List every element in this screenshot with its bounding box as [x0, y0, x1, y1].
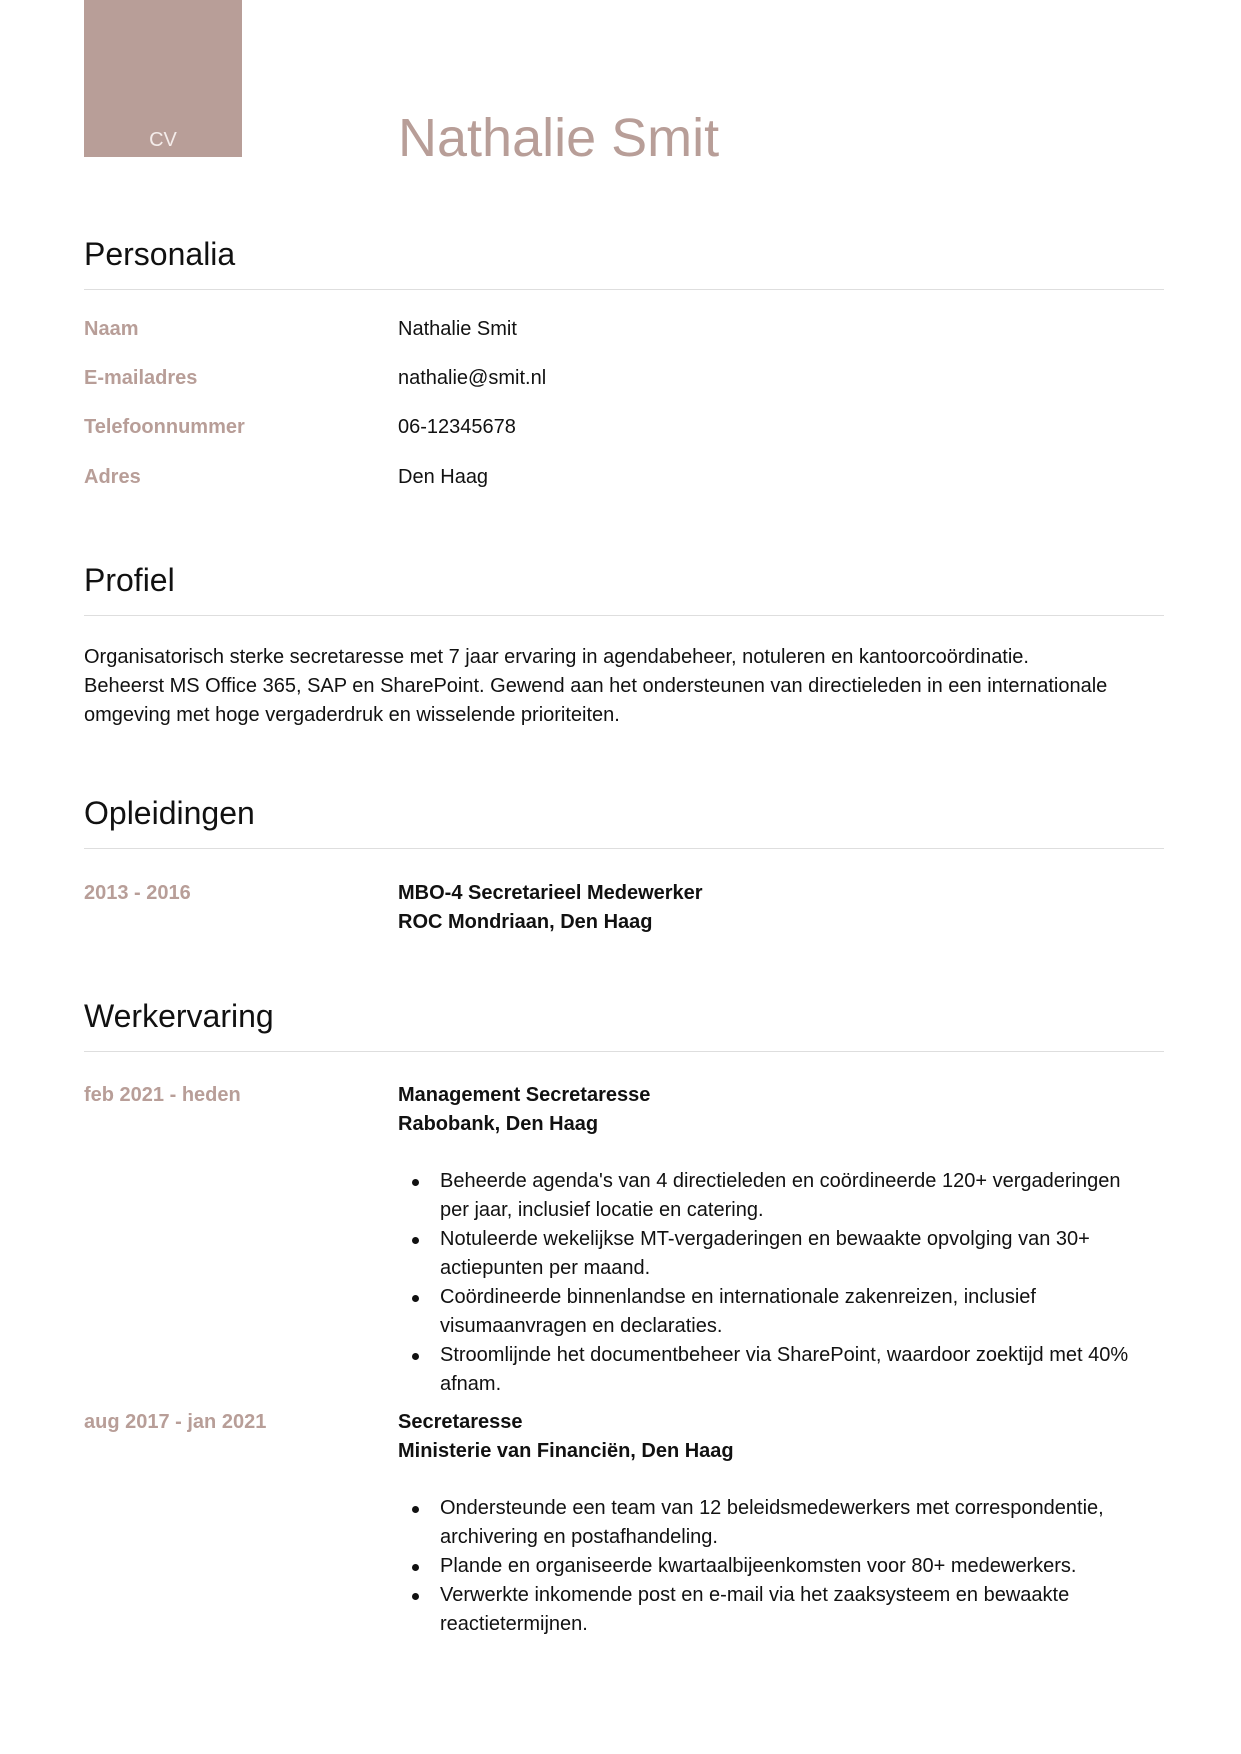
list-item — [440, 1341, 1164, 1399]
work-item — [84, 1081, 1164, 1399]
bullet-line: Coördineerde binnenlandse en internationale zakenreizen, inclusief — [440, 1286, 1036, 1308]
section-personalia — [84, 234, 1164, 492]
list-item — [440, 1283, 1164, 1341]
bullet-line: Ondersteunde een team van 12 beleidsmedewerkers met correspondentie, — [440, 1497, 1104, 1519]
section-title-profiel: Profiel — [84, 560, 1164, 616]
section-profiel — [84, 560, 1164, 730]
photo-label: CV — [149, 129, 177, 151]
label-email: E-mailadres — [84, 367, 198, 389]
work-role: Management Secretaresse — [398, 1084, 651, 1106]
bullet-line: archivering en postafhandeling. — [440, 1526, 718, 1548]
personalia-row-telefoon — [84, 413, 1164, 442]
education-period: 2013 - 2016 — [84, 882, 191, 904]
education-school: ROC Mondriaan, Den Haag — [398, 911, 653, 933]
work-period: feb 2021 - heden — [84, 1084, 241, 1106]
label-adres: Adres — [84, 466, 141, 488]
candidate-name: Nathalie Smit — [398, 108, 720, 168]
profile-photo-placeholder — [84, 0, 242, 157]
work-bullets — [398, 1167, 1164, 1399]
bullet-line: reactietermijnen. — [440, 1613, 588, 1635]
list-item — [440, 1167, 1164, 1225]
bullet-line: Verwerkte inkomende post en e-mail via het zaaksysteem en bewaakte — [440, 1584, 1070, 1606]
label-naam: Naam — [84, 318, 139, 340]
bullet-line: Notuleerde wekelijkse MT-vergaderingen en bewaakte opvolging van 30+ — [440, 1228, 1090, 1250]
bullet-line: actiepunten per maand. — [440, 1257, 651, 1279]
bullet-line: Stroomlijnde het documentbeheer via SharePoint, waardoor zoektijd met 40% — [440, 1344, 1129, 1366]
section-opleidingen — [84, 793, 1164, 937]
work-company: Ministerie van Financiën, Den Haag — [398, 1440, 734, 1462]
profile-line: Organisatorisch sterke secretaresse met 7 jaar ervaring in agendabeheer, notuleren en kantoorcoördinatie. — [84, 646, 1029, 668]
profile-line: omgeving met hoge vergaderdruk en wisselende prioriteiten. — [84, 704, 620, 726]
work-company: Rabobank, Den Haag — [398, 1113, 599, 1135]
education-item — [84, 879, 1164, 937]
list-item — [440, 1494, 1164, 1552]
profile-text — [84, 643, 1164, 730]
personalia-row-naam — [84, 315, 1164, 344]
work-bullets — [398, 1494, 1164, 1639]
personalia-row-adres — [84, 463, 1164, 492]
value-adres: Den Haag — [398, 466, 489, 488]
education-degree: MBO-4 Secretarieel Medewerker — [398, 882, 703, 904]
label-telefoon: Telefoonnummer — [84, 416, 245, 438]
value-naam: Nathalie Smit — [398, 318, 517, 340]
value-telefoon: 06-12345678 — [398, 416, 516, 438]
work-role: Secretaresse — [398, 1411, 523, 1433]
bullet-line: per jaar, inclusief locatie en catering. — [440, 1199, 764, 1221]
value-email: nathalie@smit.nl — [398, 367, 547, 389]
work-item — [84, 1408, 1164, 1639]
list-item — [440, 1225, 1164, 1283]
profile-line: Beheerst MS Office 365, SAP en SharePoint. Gewend aan het ondersteunen van directieleden in een internationale — [84, 675, 1108, 697]
section-werkervaring — [84, 996, 1164, 1639]
section-title-opleidingen: Opleidingen — [84, 793, 1164, 849]
work-period: aug 2017 - jan 2021 — [84, 1411, 267, 1433]
section-title-personalia: Personalia — [84, 234, 1164, 290]
section-title-werkervaring: Werkervaring — [84, 996, 1164, 1052]
list-item — [440, 1581, 1164, 1639]
bullet-line: visumaanvragen en declaraties. — [440, 1315, 723, 1337]
personalia-row-email — [84, 364, 1164, 393]
bullet-line: afnam. — [440, 1373, 502, 1395]
bullet-line: Beheerde agenda's van 4 directieleden en coördineerde 120+ vergaderingen — [440, 1170, 1121, 1192]
list-item — [440, 1552, 1164, 1581]
bullet-line: Plande en organiseerde kwartaalbijeenkomsten voor 80+ medewerkers. — [440, 1555, 1077, 1577]
